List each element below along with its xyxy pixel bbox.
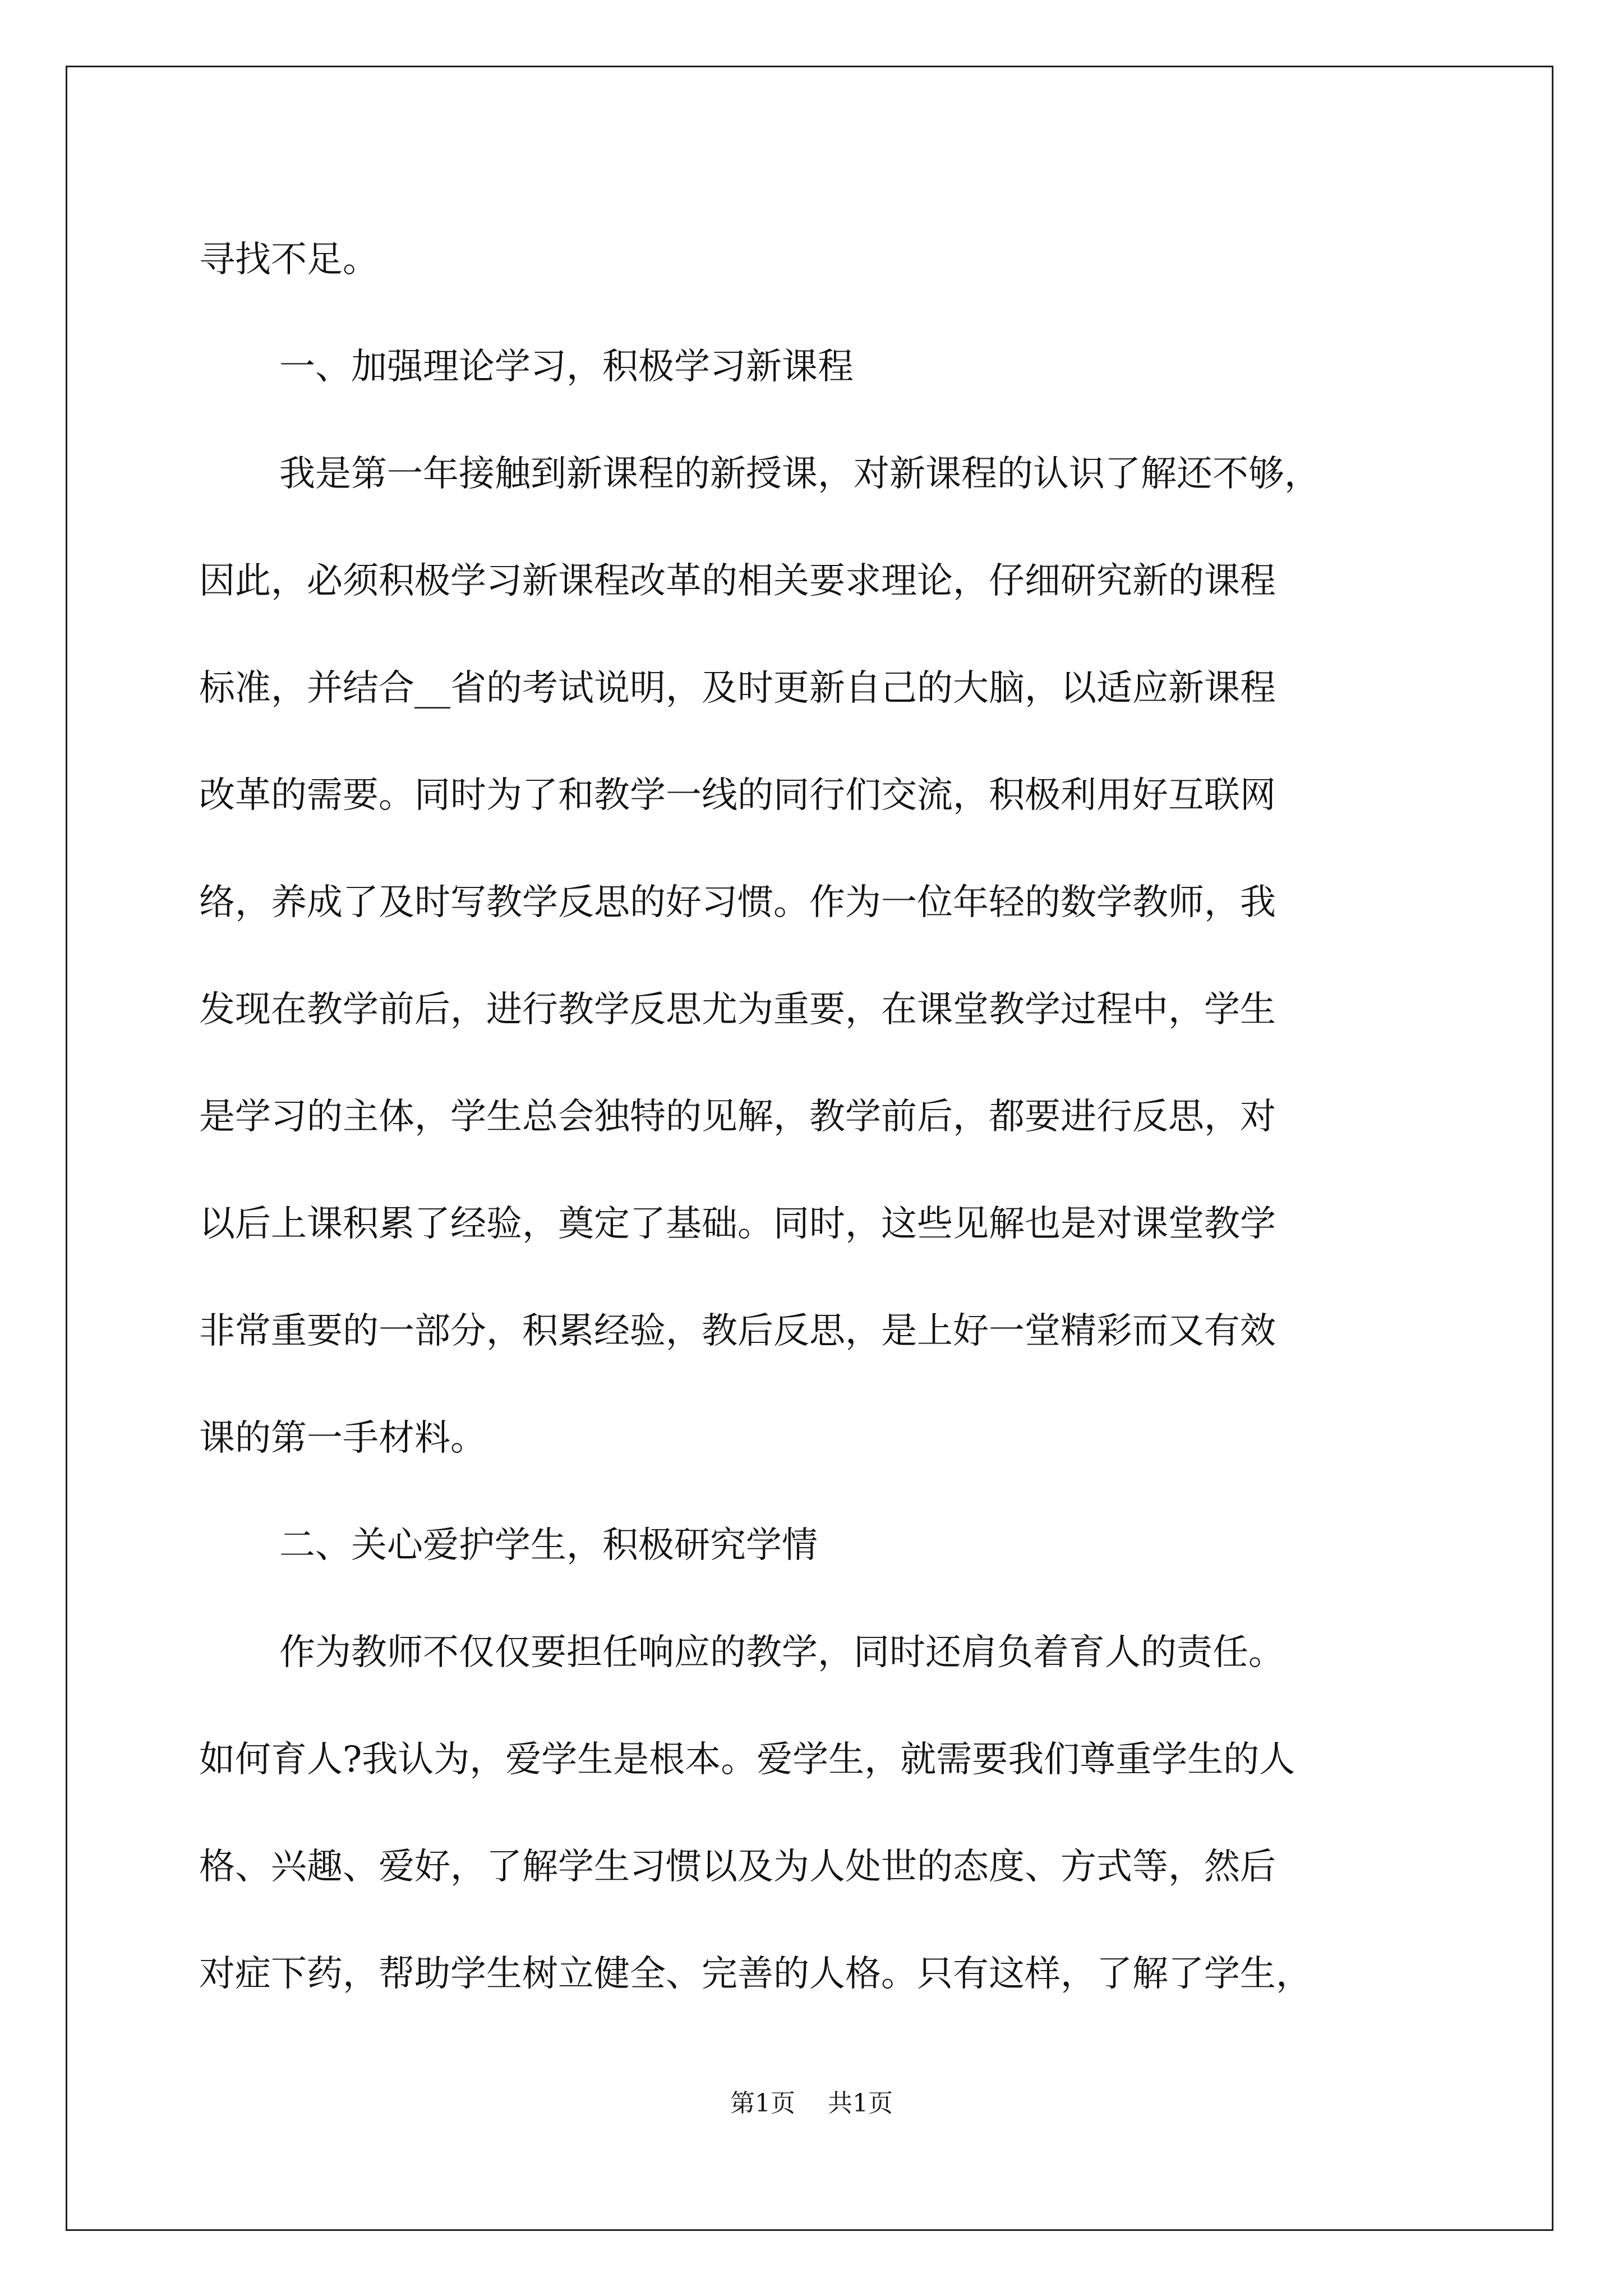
section-heading: 二、关心爱护学生，积极研究学情 — [279, 1525, 818, 1566]
text-line: 改革的需要。同时为了和教学一线的同行们交流，积极利用好互联网 — [199, 775, 1276, 816]
text-line: 以后上课积累了经验，奠定了基础。同时，这些见解也是对课堂教学 — [199, 1203, 1276, 1245]
page-number: 第1页 — [730, 2089, 795, 2118]
text-line: 发现在教学前后，进行教学反思尤为重要，在课堂教学过程中，学生 — [199, 989, 1276, 1030]
text-line: 课的第一手材料。 — [199, 1418, 486, 1459]
page-total: 共1页 — [828, 2089, 893, 2118]
text-line: 寻找不足。 — [199, 239, 379, 280]
text-line: 是学习的主体，学生总会独特的见解，教学前后，都要进行反思，对 — [199, 1096, 1276, 1138]
page-footer — [0, 2087, 1623, 2120]
document-body — [199, 206, 1433, 2028]
text-line: 我是第一年接触到新课程的新授课，对新课程的认识了解还不够， — [279, 453, 1320, 495]
text-line: 格、兴趣、爱好，了解学生习惯以及为人处世的态度、方式等，然后 — [199, 1846, 1276, 1888]
text-line: 作为教师不仅仅要担任响应的教学，同时还肩负着育人的责任。 — [279, 1632, 1284, 1673]
section-heading: 一、加强理论学习，积极学习新课程 — [279, 346, 854, 388]
text-line: 因此，必须积极学习新课程改革的相关要求理论，仔细研究新的课程 — [199, 560, 1276, 602]
text-line: 对症下药，帮助学生树立健全、完善的人格。只有这样，了解了学生， — [199, 1953, 1312, 1995]
text-line: 络，养成了及时写教学反思的好习惯。作为一位年轻的数学教师，我 — [199, 882, 1276, 923]
text-line: 非常重要的一部分，积累经验，教后反思，是上好一堂精彩而又有效 — [199, 1310, 1276, 1352]
text-line: 如何育人?我认为，爱学生是根本。爱学生，就需要我们尊重学生的人 — [199, 1739, 1295, 1780]
text-line: 标准，并结合__省的考试说明，及时更新自己的大脑，以适应新课程 — [199, 668, 1276, 709]
